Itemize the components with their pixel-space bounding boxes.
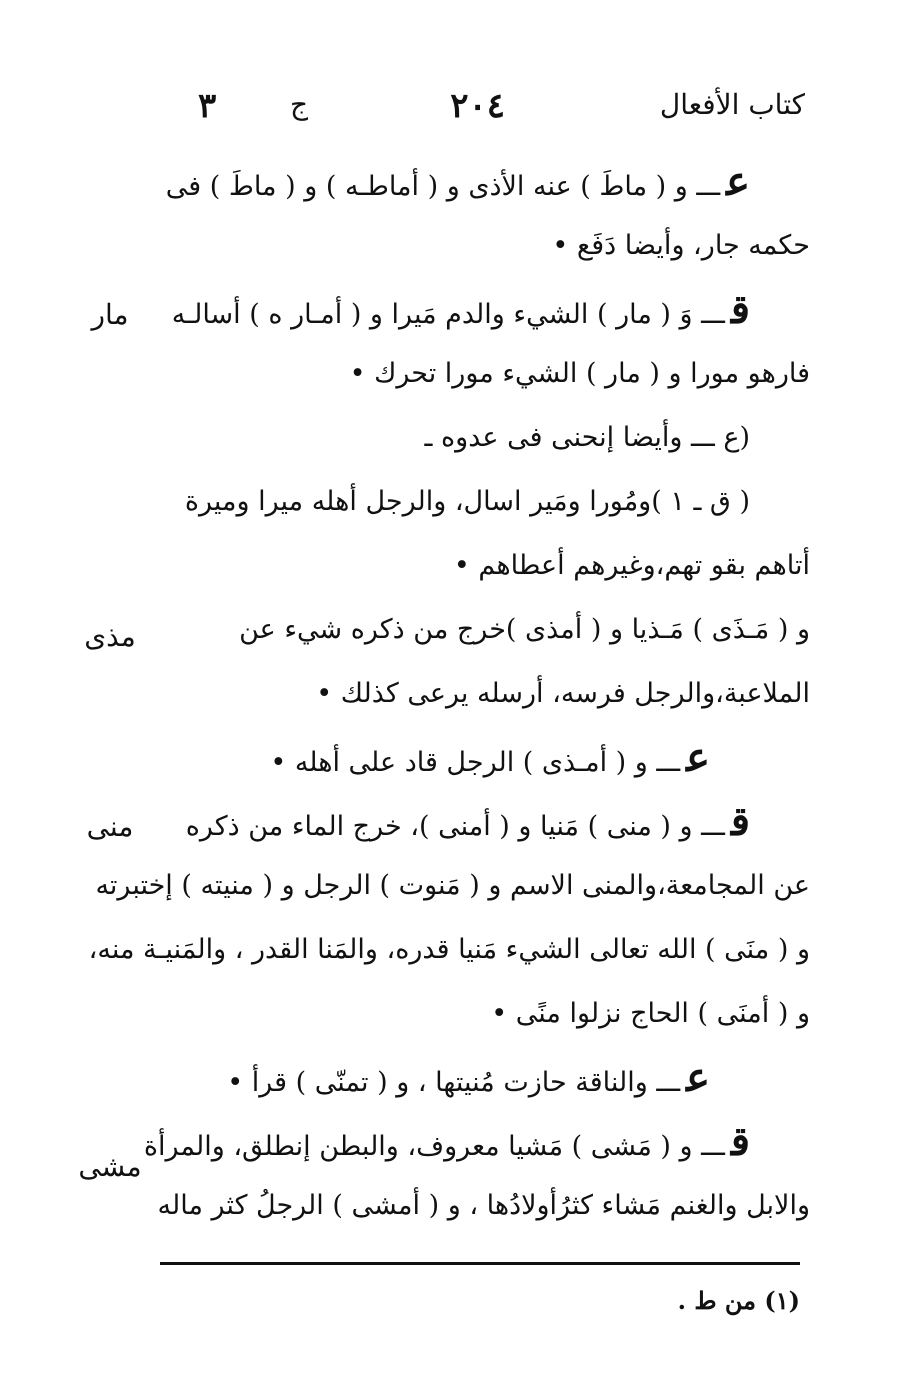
text-line	[165, 662, 810, 726]
part-number: ٣	[198, 86, 217, 126]
text-line	[143, 1110, 810, 1174]
source-siglum: ق	[730, 1118, 750, 1165]
text-line	[165, 1046, 810, 1110]
line-text: فارهو مورا و ( مار ) الشيء مورا تحرك •	[349, 358, 810, 389]
line-text: عن المجامعة،والمنى الاسم و ( مَنوت ) الرجل و ( منيته ) إختبرته	[95, 870, 810, 901]
margin-headword: مار	[91, 298, 129, 331]
text-line	[165, 726, 810, 790]
source-siglum: ع	[686, 734, 710, 781]
text-line	[157, 1174, 810, 1238]
page-header	[150, 88, 805, 138]
margin-headword: منى	[86, 810, 134, 843]
footnote-divider	[160, 1262, 800, 1265]
line-text: و ( أمنَى ) الحاج نزلوا منًى •	[491, 998, 810, 1029]
text-line	[165, 278, 810, 342]
text-line	[165, 342, 810, 406]
line-text: ـــ و ( منى ) مَنيا و ( أمنى )، خرج الماء من ذكره	[185, 811, 725, 842]
source-siglum: ع	[726, 158, 750, 205]
text-line	[95, 854, 810, 918]
line-text: و ( مَـذَى ) مَـذيا و ( أمذى )خرج من ذكره شيء عن	[239, 614, 810, 645]
margin-headword: مذى	[84, 620, 136, 653]
margin-headword: مشى	[78, 1150, 142, 1183]
footnote: (١) من ط .	[677, 1286, 800, 1315]
line-text: ـــ و ( مَشى ) مَشيا معروف، والبطن إنطلق، والمرأة	[143, 1131, 725, 1162]
text-line	[165, 982, 810, 1046]
line-text: ـــ و ( أمـذى ) الرجل قاد على أهله •	[270, 747, 681, 778]
source-siglum: ع	[686, 1054, 710, 1101]
text-line	[88, 918, 810, 982]
text-line	[165, 534, 810, 598]
line-text: و ( منَى ) الله تعالى الشيء مَنيا قدره، والمَنا القدر ، والمَنيـة منه،	[88, 934, 810, 965]
text-line	[165, 214, 810, 278]
book-title: كتاب الأفعال	[659, 88, 805, 121]
text-line	[165, 790, 810, 854]
line-text: ( ق ـ ١ )ومُورا ومَير اسال، والرجل أهله ميرا وميرة	[184, 486, 750, 517]
source-siglum: ق	[730, 286, 750, 333]
text-line	[165, 150, 810, 214]
line-text: (ع ـــ وأيضا إنحنى فى عدوه ـ	[424, 422, 750, 453]
page-number: ٢٠٤	[450, 86, 505, 126]
text-line	[165, 406, 810, 470]
line-text: والابل والغنم مَشاء كثرُأولادُها ، و ( أمشى ) الرجلُ كثر ماله	[157, 1190, 810, 1221]
line-text: ـــ والناقة حازت مُنيتها ، و ( تمنّى ) قرأ •	[227, 1067, 681, 1098]
text-line	[165, 470, 810, 534]
line-text: أتاهم بقو تهم،وغيرهم أعطاهم •	[453, 550, 810, 581]
part-label: ج	[290, 88, 309, 121]
line-text: حكمه جار، وأيضا دَفَع •	[552, 230, 810, 261]
line-text: ـــ و ( ماطَ ) عنه الأذى و ( أماطـه ) و ( ماطَ ) فى	[165, 171, 721, 202]
line-text: ـــ وَ ( مار ) الشيء والدم مَيرا و ( أمـار ه ) أسالـه	[171, 299, 725, 330]
source-siglum: ق	[730, 798, 750, 845]
body-text	[88, 150, 810, 1238]
text-line	[165, 598, 810, 662]
line-text: الملاعبة،والرجل فرسه، أرسله يرعى كذلك •	[316, 678, 810, 709]
